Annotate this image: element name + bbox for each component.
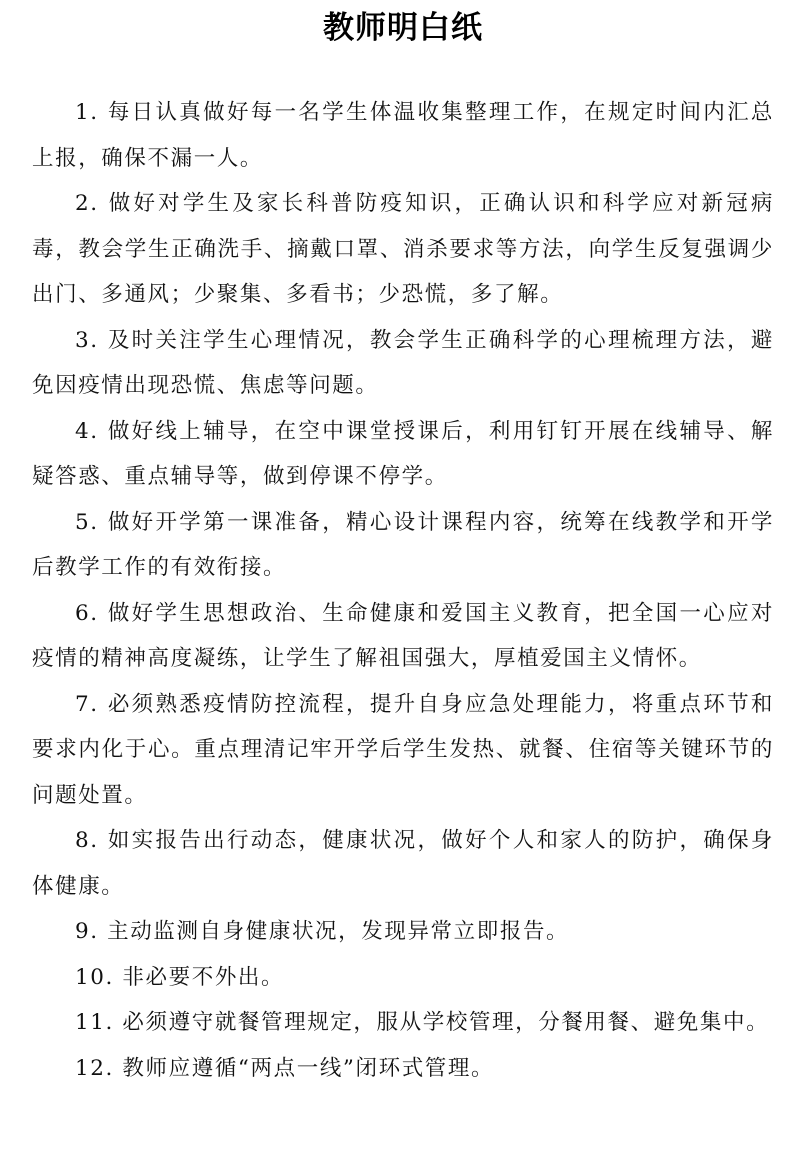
rule-item-5: 5. 做好开学第一课准备，精心设计课程内容，统筹在线教学和开学后教学工作的有效衔接。	[32, 509, 774, 580]
rule-item-7: 7. 必须熟悉疫情防控流程，提升自身应急处理能力，将重点环节和要求内化于心。重点理清记牢开学后学生发热、就餐、住宿等关键环节的问题处置。	[32, 691, 774, 808]
rule-item-12: 12. 教师应遵循“两点一线”闭环式管理。	[75, 1055, 495, 1081]
rule-item-2: 2. 做好对学生及家长科普防疫知识，正确认识和科学应对新冠病毒，教会学生正确洗手、摘戴口罩、消杀要求等方法，向学生反复强调少出门、多通风；少聚集、多看书；少恐慌，多了解。	[32, 191, 774, 307]
rule-item-4: 4. 做好线上辅导，在空中课堂授课后，利用钉钉开展在线辅导、解疑答惑、重点辅导等，做到停课不停学。	[32, 418, 774, 489]
page-title: 教师明白纸	[323, 10, 483, 46]
rule-item-9: 9. 主动监测自身健康状况，发现异常立即报告。	[75, 919, 570, 944]
rules-list	[32, 90, 774, 1091]
rule-item-6: 6. 做好学生思想政治、生命健康和爱国主义教育，把全国一心应对疫情的精神高度凝练，让学生了解祖国强大，厚植爱国主义情怀。	[32, 600, 774, 671]
rule-item-10: 10. 非必要不外出。	[75, 964, 285, 990]
rule-item-1: 1. 每日认真做好每一名学生体温收集整理工作，在规定时间内汇总上报，确保不漏一人。	[32, 100, 774, 171]
rule-item-8: 8. 如实报告出行动态，健康状况，做好个人和家人的防护，确保身体健康。	[32, 828, 774, 899]
rule-item-3: 3. 及时关注学生心理情况，教会学生正确科学的心理梳理方法，避免因疫情出现恐慌、焦虑等问题。	[32, 327, 774, 398]
rule-item-11: 11. 必须遵守就餐管理规定，服从学校管理，分餐用餐、避免集中。	[75, 1010, 770, 1035]
